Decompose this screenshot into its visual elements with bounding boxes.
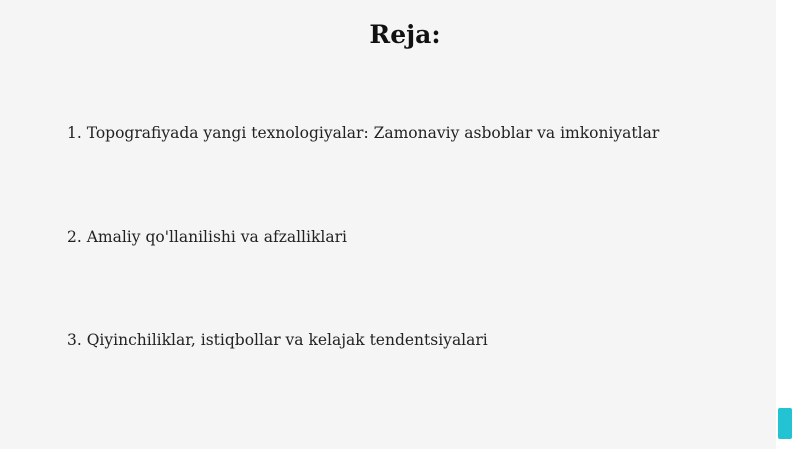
- plan-item-1: 1. Topografiyada yangi texnologiyalar: Zamonaviy asboblar va imkoniyatlar: [67, 124, 660, 142]
- plan-item-2: 2. Amaliy qo'llanilishi va afzalliklari: [67, 228, 347, 246]
- slide-title: Reja:: [369, 20, 441, 49]
- scrollbar-thumb[interactable]: [778, 408, 792, 439]
- plan-item-3: 3. Qiyinchiliklar, istiqbollar va kelajak tendentsiyalari: [67, 331, 488, 349]
- vertical-scrollbar[interactable]: [776, 0, 800, 449]
